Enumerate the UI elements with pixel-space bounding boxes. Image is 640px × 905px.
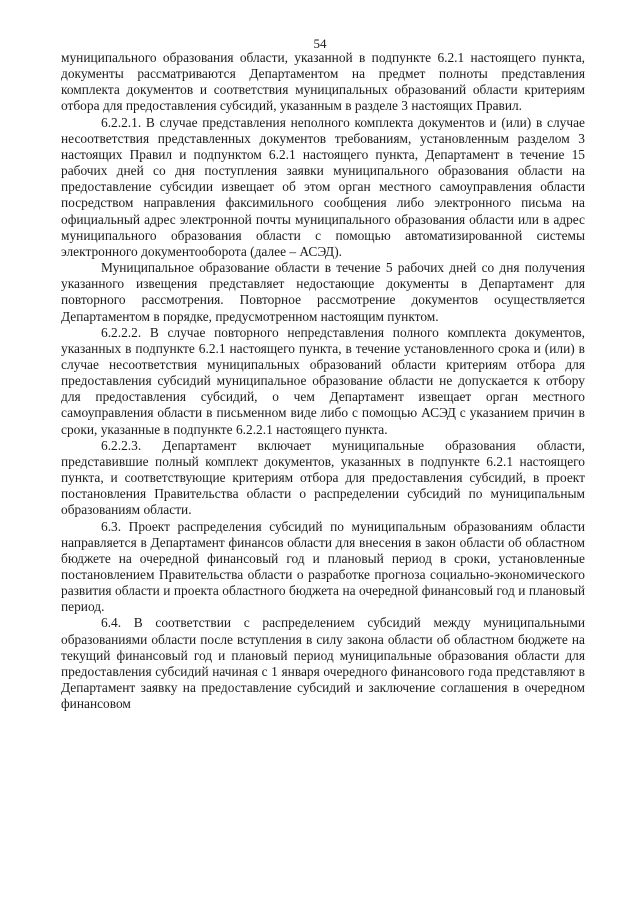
paragraph-6-3: 6.3. Проект распределения субсидий по муниципальным образованиям области направляется в Департамент финансов области для внесения в закон области об областном бюджете на очередной финансовый год и плановый период в сроки, установленные постановлением Правительства области о разработке прогноза социально-экономического развития области и проекта областного бюджета на очередной финансовый год и плановый период. — [61, 518, 585, 615]
paragraph-6-2-2-1: 6.2.2.1. В случае представления неполного комплекта документов и (или) в случае несоответствия представленных документов требованиям, установленным разделом 3 настоящих Правил и подпунктом 6.2.1 настоящего пункта, Департамент в течение 15 рабочих дней со дня поступления заявки муниципального образования области на предоставление субсидии извещает об этом орган местного самоуправления области посредством направления факсимильного сообщения либо электронного письма на официальный адрес электронной почты муниципального образования области или в адрес муниципального образования области с помощью автоматизированной системы электронного документооборота (далее – АСЭД). — [61, 114, 585, 259]
paragraph-continuation: муниципального образования области, указанной в подпункте 6.2.1 настоящего пункта, документы рассматриваются Департаментом на предмет полноты представления комплекта документов и соответствия муниципальных образований области критериям отбора для предоставления субсидий, указанным в разделе 3 настоящих Правил. — [61, 50, 585, 114]
paragraph-6-2-2-3: 6.2.2.3. Департамент включает муниципальные образования области, представившие полный комплект документов, указанных в подпункте 6.2.1 настоящего пункта, и соответствующие критериям отбора для предоставления субсидий, в проект постановления Правительства области о распределении субсидий по муниципальным образованиям области. — [61, 437, 585, 518]
paragraph-6-4: 6.4. В соответствии с распределением субсидий между муниципальными образованиями области после вступления в силу закона области об областном бюджете на текущий финансовый год и плановый период муниципальные образования области для предоставления субсидий начиная с 1 января очередного финансового года представляют в Департамент заявку на предоставление субсидий и заключение соглашения в очередном финансовом — [61, 615, 585, 712]
page-number: 54 — [313, 36, 327, 51]
paragraph-6-2-2-2: 6.2.2.2. В случае повторного непредставления полного комплекта документов, указанных в подпункте 6.2.1 настоящего пункта, в течение установленного срока и (или) в случае несоответствия муниципальных образований области критериям отбора для предоставления субсидий муниципальное образование области не допускается к отбору для предоставления субсидий, о чем Департамент извещает орган местного самоуправления области в письменном виде либо с помощью АСЭД с указанием причин в сроки, указанные в подпункте 6.2.2.1 настоящего пункта. — [61, 324, 585, 437]
document-body — [61, 50, 585, 712]
paragraph-resubmission: Муниципальное образование области в течение 5 рабочих дней со дня получения указанного извещения представляет недостающие документы в Департамент для повторного рассмотрения. Повторное рассмотрение документов осуществляется Департаментом в порядке, предусмотренном настоящим пунктом. — [61, 260, 585, 324]
